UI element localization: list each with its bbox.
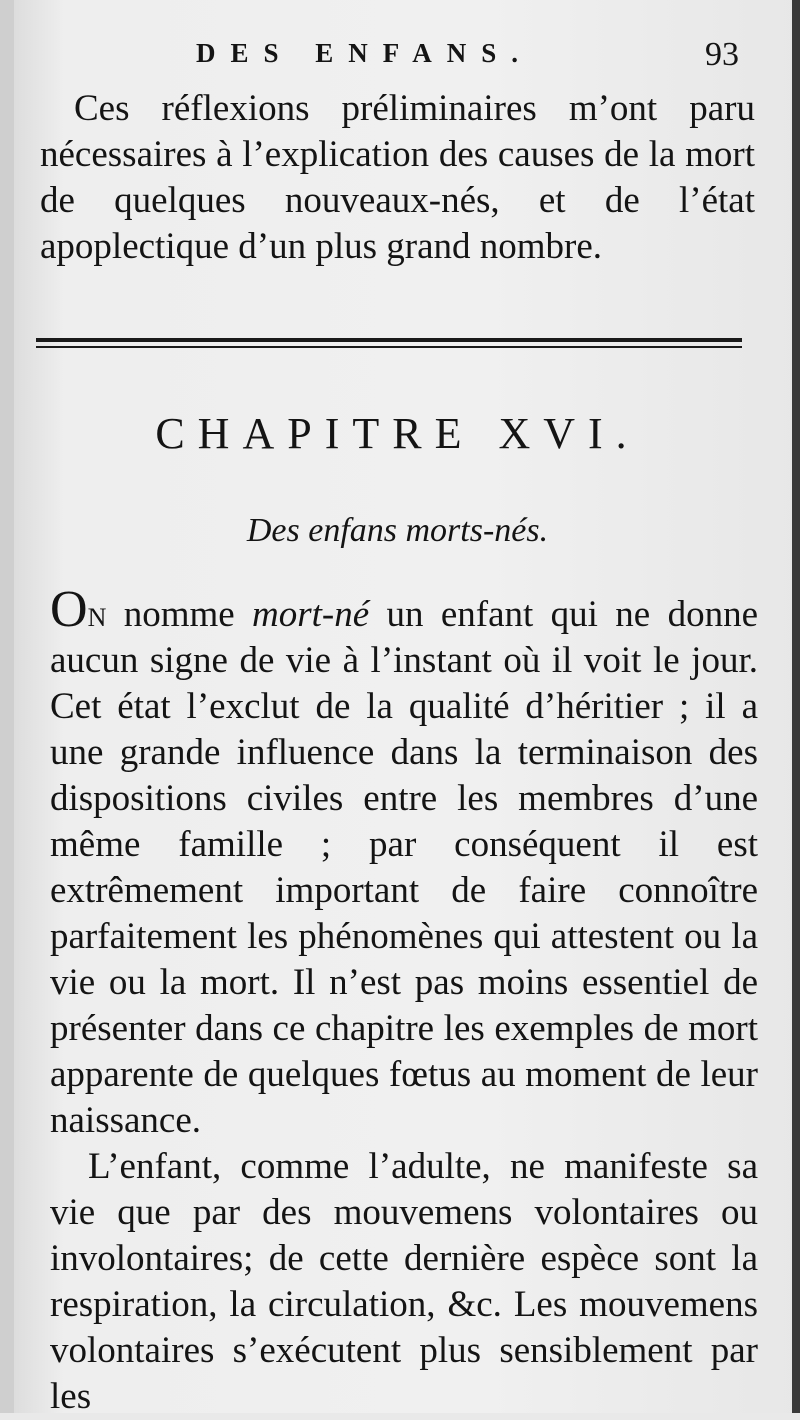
page-edge-shadow	[792, 0, 800, 1413]
chapter-title: CHAPITRE XVI.	[155, 409, 640, 458]
divider-thin-rule	[36, 346, 742, 348]
italic-term: mort-né	[252, 594, 370, 635]
small-caps-run: n	[87, 594, 107, 635]
body-paragraph-2: L’enfant, comme l’adulte, ne manifeste sa vie que par des mouvemens volontaires ou involontaires; de cette dernière espèce sont la respiration, la circulation, &c. Les mouvemens volontaires s’exécutent plus sensiblement par les	[50, 1146, 758, 1417]
paragraph-1-lead: nomme	[106, 594, 253, 635]
divider-thick-rule	[36, 338, 742, 342]
closing-paragraph-text: Ces réflexions préliminaires m’ont paru nécessaires à l’explication des causes de la mort de quelques nouveaux-nés, et de l’état apoplectique d’un plus grand nombre.	[40, 88, 755, 267]
page-gutter-shadow	[0, 0, 14, 1413]
drop-cap: O	[50, 581, 88, 638]
running-head: DES ENFANS.	[196, 38, 534, 68]
closing-paragraph	[40, 86, 755, 270]
chapter-subtitle: Des enfans morts-nés.	[246, 512, 549, 549]
page-number: 93	[705, 36, 739, 73]
chapter-divider	[36, 338, 742, 348]
chapter-body	[50, 581, 758, 1420]
paragraph-1-rest: un enfant qui ne donne aucun signe de vie à l’instant où il voit le jour. Cet état l’exclut de la qualité d’héritier ; il a une grande influence dans la terminaison des dispositions civiles entre les membres d’une même famille ; par conséquent il est extrêmement important de faire connoître parfaitement les phénomènes qui attestent ou la vie ou la mort. Il n’est pas moins essentiel de présenter dans ce chapitre les exemples de mort apparente de quelques fœtus au moment de leur naissance.	[50, 594, 758, 1141]
body-paragraph-1	[50, 581, 758, 1144]
